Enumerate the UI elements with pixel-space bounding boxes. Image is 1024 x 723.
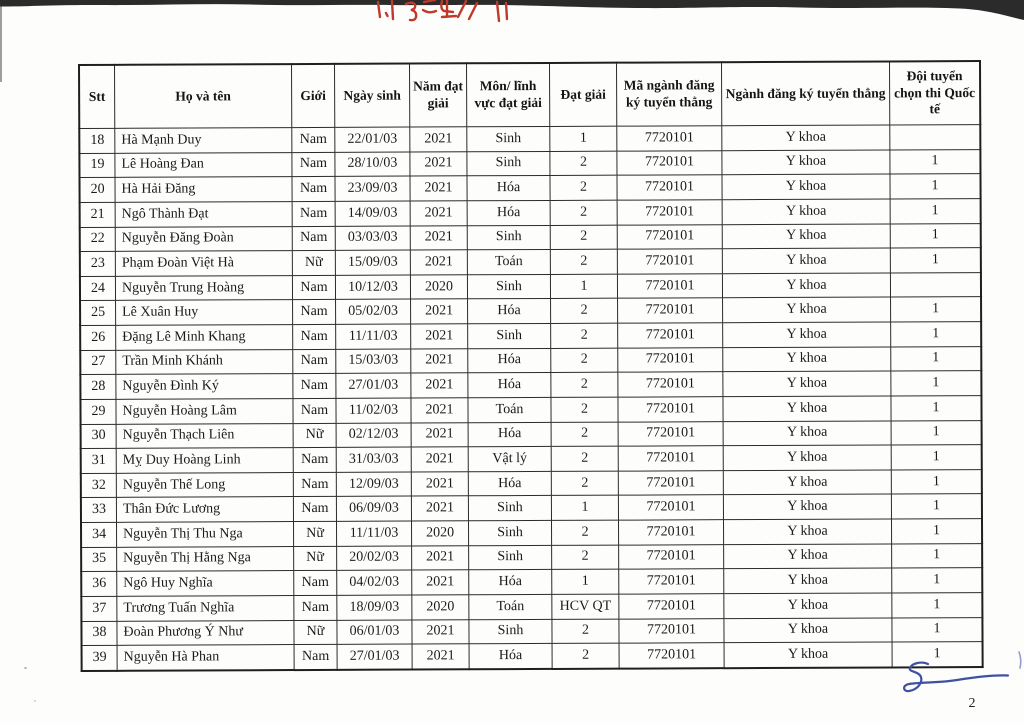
table-cell: 05/02/03 [336,299,411,324]
table-cell: Nguyễn Hà Phan [117,645,294,671]
table-cell: 19 [79,153,115,178]
table-cell: 7720101 [618,372,723,397]
table-cell: 37 [81,596,117,621]
table-cell: Y khoa [724,568,892,593]
table-cell: Hóa [469,570,552,595]
table-cell: Hà Mạnh Duy [115,128,292,153]
table-cell: 1 [891,371,982,396]
table-cell: 21 [80,202,116,227]
table-cell: Trần Minh Khánh [116,349,293,374]
table-cell: 2 [551,372,618,397]
table-cell: Sinh [467,274,550,299]
student-admission-table [78,60,984,672]
table-cell: 36 [81,572,117,597]
table-cell: Y khoa [722,248,890,273]
table-cell: Y khoa [724,642,892,668]
table-cell: Nam [292,275,335,300]
table-cell: 7720101 [618,520,723,545]
table-cell: 1 [892,642,983,668]
table-cell [890,125,981,150]
table-cell: Nam [293,374,336,399]
table-cell: 7720101 [617,150,722,175]
table-cell: Nam [292,152,335,177]
table-cell: Y khoa [723,420,891,445]
column-header: Mã ngành đăng ký tuyển thẳng [616,62,721,126]
table-cell: Nam [293,448,336,473]
table-cell: 23 [80,251,116,276]
table-cell: Vật lý [468,447,551,472]
table-cell: Phạm Đoàn Việt Hà [115,251,292,276]
table-cell: 22/01/03 [335,127,410,152]
table-cell: 7720101 [617,126,722,151]
table-cell: Lê Xuân Huy [116,300,293,325]
table-cell: 23/09/03 [335,176,410,201]
table-cell: Hà Hải Đăng [115,177,292,202]
table-cell: Toán [469,594,552,619]
column-header: Đội tuyển chọn thi Quốc tế [889,61,980,125]
table-cell: Hóa [468,471,551,496]
table-cell: Nguyễn Đăng Đoàn [115,226,292,251]
table-cell: 31 [81,448,117,473]
table-cell: 2 [551,471,618,496]
table-cell: Y khoa [723,494,891,519]
column-header: Họ và tên [115,64,292,128]
table-cell: 7720101 [617,249,722,274]
column-header: Ngày sinh [335,64,410,128]
table-cell: 7720101 [618,421,723,446]
table-cell: Sinh [468,496,551,521]
table-cell: 2021 [412,545,469,570]
table-cell: Y khoa [722,125,890,150]
table-cell: Nam [293,472,336,497]
table-cell: Y khoa [723,445,891,470]
table-cell: Nam [292,127,335,152]
table-cell: 1 [892,617,983,642]
table-cell: 2 [551,348,618,373]
table-cell: 02/12/03 [336,423,411,448]
table-cell: Nam [294,645,337,670]
table-row [82,642,983,671]
table-cell: 18/09/03 [337,595,412,620]
table-cell: 27/01/03 [336,373,411,398]
table-cell: Y khoa [723,470,891,495]
table-cell: 04/02/03 [337,570,412,595]
table-cell: 20/02/03 [337,546,412,571]
table-cell: 1 [891,346,982,371]
table-cell: 1 [892,568,983,593]
table-cell: 2 [552,545,619,570]
table-cell: Ngô Huy Nghĩa [117,571,294,596]
table-cell: 1 [891,519,982,544]
table-cell: 7720101 [618,298,723,323]
table-cell: 1 [890,198,981,223]
table-cell: 06/01/03 [337,620,412,645]
table-cell: Nam [294,571,337,596]
table-cell: 7720101 [617,273,722,298]
table-cell: 2021 [410,225,467,250]
table-cell: Nguyễn Trung Hoàng [115,275,292,300]
table-cell: Mỵ Duy Hoàng Linh [116,448,293,473]
table-cell: Sinh [469,545,552,570]
header-row [79,61,980,128]
table-cell: Trương Tuấn Nghĩa [117,595,294,620]
table-cell: 1 [891,445,982,470]
scan-speckle [24,667,27,669]
table-cell: 1 [550,274,617,299]
table-cell: Nam [293,324,336,349]
table-cell: 10/12/03 [335,275,410,300]
table-cell: Y khoa [723,347,891,372]
table-cell: 35 [81,547,117,572]
table-container [78,60,984,672]
table-cell: 1 [890,174,981,199]
table-cell: 1 [550,126,617,151]
table-cell: 2021 [410,176,467,201]
table-cell: 2021 [411,447,468,472]
table-cell: Y khoa [722,150,890,175]
pen-signature-strokes [904,652,1021,691]
table-cell: 2 [550,200,617,225]
table-cell: Hóa [467,200,550,225]
table-cell: 11/11/03 [336,521,411,546]
table-cell: Lê Hoàng Đan [115,152,292,177]
table-cell: 7720101 [618,397,723,422]
table-cell: Ngô Thành Đạt [115,201,292,226]
table-cell: 7720101 [618,323,723,348]
table-cell: 12/09/03 [336,472,411,497]
table-cell: Y khoa [724,544,892,569]
table-cell: 2 [551,446,618,471]
table-cell: 27 [80,350,116,375]
table-cell: 1 [551,496,618,521]
table-cell: Y khoa [722,223,890,248]
table-cell: 2 [551,520,618,545]
table-cell: Nữ [294,620,337,645]
red-handwriting-strokes [378,0,507,21]
table-cell: 2 [551,299,618,324]
table-cell: 31/03/03 [336,447,411,472]
table-cell: 25 [80,301,116,326]
table-cell: Hóa [469,644,552,669]
scan-speckle [34,700,36,702]
table-cell: Y khoa [723,371,891,396]
table-cell: 32 [81,473,117,498]
table-cell: Y khoa [723,322,891,347]
table-cell: 29 [80,399,116,424]
table-cell: Nam [292,201,335,226]
table-cell: 2021 [411,299,468,324]
table-cell: 2021 [410,127,467,152]
table-cell: Hóa [468,348,551,373]
table-cell: 28/10/03 [335,152,410,177]
table-cell: 7720101 [619,569,724,594]
table-cell: 2021 [412,644,469,669]
table-cell: 1 [891,469,982,494]
table-cell: 1 [552,569,619,594]
table-cell [890,272,981,297]
table-cell: 18 [79,128,115,153]
table-cell: 34 [81,522,117,547]
table-cell: 2020 [412,595,469,620]
table-cell: 2021 [410,201,467,226]
table-cell: 2021 [411,398,468,423]
table-cell: 1 [890,248,981,273]
table-cell: 2021 [412,619,469,644]
table-cell: 2021 [410,151,467,176]
table-cell: 7720101 [618,470,723,495]
table-cell: 27/01/03 [337,644,412,669]
table-cell: 1 [890,223,981,248]
table-cell: 2 [551,397,618,422]
column-header: Môn/ lĩnh vực đạt giải [467,63,550,127]
table-cell: 15/03/03 [336,349,411,374]
pen-signature-mark [895,650,1024,700]
table-cell: 2021 [411,373,468,398]
table-cell: Hóa [468,373,551,398]
table-cell: 22 [80,227,116,252]
table-cell: 38 [81,621,117,646]
table-cell: 7720101 [617,175,722,200]
column-header: Ngành đăng ký tuyển thẳng [721,61,889,125]
table-cell: Sinh [468,520,551,545]
column-header: Giới [292,64,335,128]
table-cell: Nam [293,349,336,374]
table-cell: Nguyễn Thạch Liên [116,423,293,448]
table-cell: 2 [551,323,618,348]
scan-left-edge-artifact [0,4,2,82]
table-cell: 1 [890,149,981,174]
table-cell: Nữ [293,423,336,448]
table-cell: Nam [292,226,335,251]
table-cell: Nguyễn Đình Ký [116,374,293,399]
table-cell: 20 [79,178,115,203]
column-header: Năm đạt giải [410,63,467,127]
table-cell: 7720101 [619,544,724,569]
table-cell: Sinh [469,619,552,644]
table-cell: Sinh [468,323,551,348]
table-cell: Đặng Lê Minh Khang [116,325,293,350]
table-cell: 11/02/03 [336,398,411,423]
table-cell: 7720101 [618,347,723,372]
table-cell: Nam [293,398,336,423]
table-cell: 26 [80,325,116,350]
table-cell: 2 [550,175,617,200]
column-header: Đạt giải [549,63,616,127]
table-cell: Y khoa [724,593,892,618]
table-cell: Sinh [467,151,550,176]
table-cell: 7720101 [619,643,724,669]
table-cell: Y khoa [722,273,890,298]
table-cell: HCV QT [552,594,619,619]
table-cell: 1 [891,297,982,322]
table-cell: Y khoa [722,174,890,199]
table-cell: 2021 [412,570,469,595]
table-cell: Nữ [293,521,336,546]
table-cell: Sinh [467,126,550,151]
table-cell: 2021 [410,250,467,275]
table-cell: 2 [551,422,618,447]
red-handwriting-marks [360,0,530,56]
table-cell: 1 [892,543,983,568]
table-cell: Y khoa [724,617,892,642]
table-cell: Y khoa [723,297,891,322]
table-cell: Nguyễn Thị Hằng Nga [117,546,294,571]
table-cell: 7720101 [618,446,723,471]
table-header [79,61,980,128]
table-cell: 2020 [410,275,467,300]
table-cell: Nam [293,300,336,325]
table-cell: 2021 [411,472,468,497]
table-cell: 7720101 [619,594,724,619]
table-cell: Hóa [467,176,550,201]
table-cell: Đoàn Phương Ý Như [117,620,294,645]
table-cell: 7720101 [618,495,723,520]
table-cell: Nguyễn Hoàng Lâm [116,398,293,423]
table-cell: 1 [891,494,982,519]
table-cell: 2021 [411,348,468,373]
table-cell: 2 [552,619,619,644]
table-cell: 1 [891,395,982,420]
table-cell: Nam [294,595,337,620]
table-cell: Y khoa [723,519,891,544]
table-cell: 11/11/03 [336,324,411,349]
table-cell: 24 [80,276,116,301]
table-cell: 2 [550,249,617,274]
table-cell: 7720101 [617,200,722,225]
table-cell: 2021 [411,324,468,349]
table-cell: Nam [292,177,335,202]
table-cell: Y khoa [722,199,890,224]
table-cell: 28 [80,375,116,400]
table-cell: Toán [468,397,551,422]
table-cell: 15/09/03 [335,250,410,275]
table-cell: 2021 [411,422,468,447]
table-cell: Thân Đức Lương [116,497,293,522]
table-cell: 1 [891,322,982,347]
table-cell: 2021 [411,496,468,521]
table-cell: 2 [550,151,617,176]
table-cell: Nữ [292,251,335,276]
table-cell: Nữ [294,546,337,571]
table-cell: Hóa [468,422,551,447]
table-cell: Y khoa [723,396,891,421]
table-body [79,125,982,671]
table-cell: 39 [82,645,118,670]
table-cell: Hóa [468,299,551,324]
table-cell: Sinh [467,225,550,250]
table-cell: 14/09/03 [335,201,410,226]
table-cell: 2 [552,643,619,668]
table-cell: 1 [892,592,983,617]
table-cell: 2020 [411,521,468,546]
table-cell: 7720101 [619,618,724,643]
page-number: 2 [968,696,976,711]
table-cell: 30 [81,424,117,449]
table-cell: Nguyễn Thế Long [116,472,293,497]
column-header: Stt [79,65,115,129]
table-cell: 7720101 [617,224,722,249]
table-cell: 1 [891,420,982,445]
table-cell: 06/09/03 [336,496,411,521]
table-cell: Nguyễn Thị Thu Nga [117,522,294,547]
table-cell: Nam [293,497,336,522]
table-cell: 33 [81,498,117,523]
table-cell: 03/03/03 [335,226,410,251]
table-cell: Toán [467,250,550,275]
table-cell: 2 [550,225,617,250]
